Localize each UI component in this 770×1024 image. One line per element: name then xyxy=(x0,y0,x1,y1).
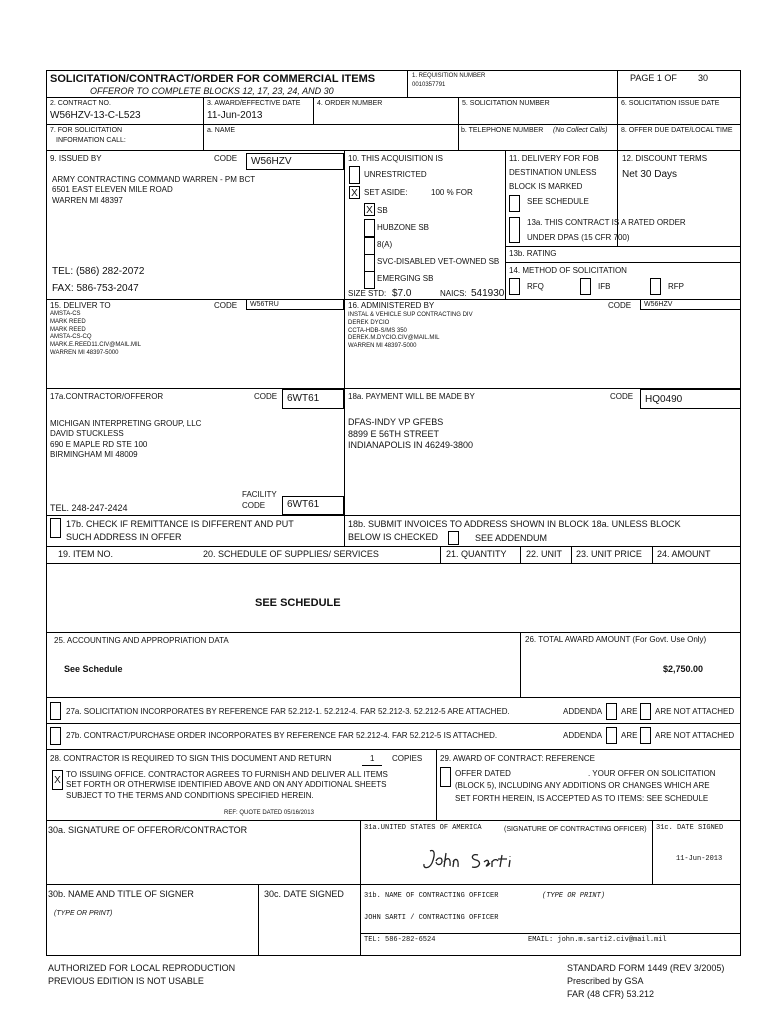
page-label: PAGE 1 OF xyxy=(630,73,677,83)
administered-by-code-label: CODE xyxy=(608,301,632,310)
col-unit: 22. UNIT xyxy=(526,549,563,559)
rfq-label: RFQ xyxy=(527,282,544,291)
clause27b-are-not-checkbox[interactable] xyxy=(640,727,651,744)
administered-by-code: W56HZV xyxy=(644,301,673,308)
total-label: 26. TOTAL AWARD AMOUNT (For Govt. Use Only) xyxy=(525,635,707,644)
sig30b-sub: (TYPE OR PRINT) xyxy=(54,910,113,917)
delivery-line3: BLOCK IS MARKED xyxy=(509,182,583,191)
accounting-value: See Schedule xyxy=(64,664,123,674)
administered-by-label: 16. ADMINISTERED BY xyxy=(348,301,435,310)
eighta-checkbox[interactable] xyxy=(364,237,375,255)
see-schedule-text: SEE SCHEDULE xyxy=(255,597,341,609)
deliver-to-code-label: CODE xyxy=(214,301,238,310)
see-schedule-label: SEE SCHEDULE xyxy=(527,197,589,206)
rating-label: 13b. RATING xyxy=(509,249,557,258)
issue-date-label: 6. SOLICITATION ISSUE DATE xyxy=(621,100,720,107)
page-total: 30 xyxy=(698,73,709,83)
clause27a-are-checkbox[interactable] xyxy=(606,703,617,720)
remittance-line1: 17b. CHECK IF REMITTANCE IS DIFFERENT AND PUT xyxy=(66,519,294,529)
acquisition-label: 10. THIS ACQUISITION IS xyxy=(348,154,443,163)
rated-label: 13a. THIS CONTRACT IS A RATED ORDER xyxy=(527,218,686,227)
sig31b-tel: TEL: 586-282-6524 xyxy=(364,936,436,944)
block28-text: TO ISSUING OFFICE. CONTRACTOR AGREES TO FURNISH AND DELIVER ALL ITEMS SET FORTH OR OTHERWISE IDENTIFIED ABOVE AND ON ANY ADDITIONAL SHEETS SUBJECT TO THE TERMS AND CONDITIONS SPECIFIED HEREIN. xyxy=(66,770,388,800)
clause27a-text: 27a. SOLICITATION INCORPORATES BY REFERENCE FAR 52.212-1. 52.212-4. FAR 52.212-3. 52.212-5 ARE ATTACHED. xyxy=(66,707,510,716)
issued-by-label: 9. ISSUED BY xyxy=(50,154,102,163)
sig31a-label: 31a.UNITED STATES OF AMERICA xyxy=(364,824,482,832)
svc-label: SVC-DISABLED VET-OWNED SB xyxy=(377,257,500,266)
facility-code: 6WT61 xyxy=(287,499,320,510)
rated-checkbox[interactable] xyxy=(509,217,520,243)
footer-right3: FAR (48 CFR) 53.212 xyxy=(567,989,655,999)
total-value: $2,750.00 xyxy=(663,664,704,674)
deliver-to-code: W56TRU xyxy=(250,301,279,308)
deliver-to-label: 15. DELIVER TO xyxy=(50,301,111,310)
clause27a-checkbox[interactable] xyxy=(50,702,61,720)
block28-label: 28. CONTRACTOR IS REQUIRED TO SIGN THIS DOCUMENT AND RETURN xyxy=(50,754,332,763)
clause27b-text: 27b. CONTRACT/PURCHASE ORDER INCORPORATES BY REFERENCE FAR 52.212-4. FAR 52.212-5 IS ATTACHED. xyxy=(66,731,498,740)
clause27b-checkbox[interactable] xyxy=(50,727,61,745)
contractor-code-label: CODE xyxy=(254,392,278,401)
hubzone-checkbox[interactable] xyxy=(364,219,375,237)
sig31c-date: 11-Jun-2013 xyxy=(676,855,723,863)
sig31a-sub: (SIGNATURE OF CONTRACTING OFFICER) xyxy=(504,826,647,833)
contractor-tel: TEL. 248-247-2424 xyxy=(50,503,128,513)
hubzone-label: HUBZONE SB xyxy=(377,223,430,232)
rated-line2: UNDER DPAS (15 CFR 700) xyxy=(527,233,630,242)
set-aside-percent: 100 % FOR xyxy=(431,188,473,197)
clause27b-are-checkbox[interactable] xyxy=(606,727,617,744)
footer-right1: STANDARD FORM 1449 (REV 3/2005) xyxy=(567,963,725,973)
sig31b-label: 31b. NAME OF CONTRACTING OFFICER xyxy=(364,892,499,900)
block28-ref: REF: QUOTE DATED 05/16/2013 xyxy=(224,810,314,816)
requisition-value: 0010357791 xyxy=(412,82,446,88)
emerging-label: EMERGING SB xyxy=(377,274,434,283)
issued-by-tel: (586) 282-2072 xyxy=(76,266,145,277)
col-unit-price: 23. UNIT PRICE xyxy=(576,549,642,559)
contractor-address: MICHIGAN INTERPRETING GROUP, LLC DAVID STUCKLESS 690 E MAPLE RD STE 100 BIRMINGHAM MI 48009 xyxy=(50,419,202,460)
see-schedule-checkbox[interactable] xyxy=(509,195,520,212)
payment-code: HQ0490 xyxy=(645,394,683,405)
block29-offer-dated: OFFER DATED xyxy=(455,769,511,778)
discount-label: 12. DISCOUNT TERMS xyxy=(622,154,708,163)
size-std-value: $7.0 xyxy=(392,288,412,299)
emerging-checkbox[interactable] xyxy=(364,271,375,289)
sig30c-label: 30c. DATE SIGNED xyxy=(264,889,344,899)
invoices-line1: 18b. SUBMIT INVOICES TO ADDRESS SHOWN IN BLOCK 18a. UNLESS BLOCK xyxy=(348,519,681,529)
size-std-label: SIZE STD: xyxy=(348,289,387,298)
order-number-label: 4. ORDER NUMBER xyxy=(317,100,383,107)
footer-left1: AUTHORIZED FOR LOCAL REPRODUCTION xyxy=(48,963,236,973)
remittance-checkbox[interactable] xyxy=(50,518,61,538)
rfp-label: RFP xyxy=(668,282,684,291)
col-item-no: 19. ITEM NO. xyxy=(58,549,114,559)
requisition-label: 1. REQUISITION NUMBER xyxy=(412,73,486,79)
col-amount: 24. AMOUNT xyxy=(657,549,711,559)
info-call-no-collect: (No Collect Calls) xyxy=(553,127,608,134)
delivery-line2: DESTINATION UNLESS xyxy=(509,168,597,177)
naics-value: 541930 xyxy=(471,288,505,299)
offeror-note: OFFEROR TO COMPLETE BLOCKS 12, 17, 23, 24, AND 30 xyxy=(90,86,334,96)
block29-line3: SET FORTH HEREIN, IS ACCEPTED AS TO ITEMS: SEE SCHEDULE xyxy=(455,794,709,803)
contractor-code: 6WT61 xyxy=(287,393,320,404)
naics-label: NAICS: xyxy=(440,289,467,298)
clause27a-are-not-checkbox[interactable] xyxy=(640,703,651,720)
form-title: SOLICITATION/CONTRACT/ORDER FOR COMMERCIAL ITEMS xyxy=(50,73,376,85)
remittance-line2: SUCH ADDRESS IN OFFER xyxy=(66,532,182,542)
rfp-checkbox[interactable] xyxy=(650,278,661,295)
issued-by-code: W56HZV xyxy=(251,156,292,167)
sb-checkbox[interactable]: X xyxy=(364,203,375,216)
contractor-label: 17a.CONTRACTOR/OFFEROR xyxy=(50,392,164,401)
unrestricted-checkbox[interactable] xyxy=(349,166,360,184)
solicitation-number-label: 5. SOLICITATION NUMBER xyxy=(462,100,550,107)
block28-copies-label: COPIES xyxy=(392,754,423,763)
svc-checkbox[interactable] xyxy=(364,254,375,272)
award-date-value: 11-Jun-2013 xyxy=(207,110,263,121)
col-quantity: 21. QUANTITY xyxy=(446,549,507,559)
footer-left2: PREVIOUS EDITION IS NOT USABLE xyxy=(48,976,204,986)
administered-by-address: INSTAL & VEHICLE SUP CONTRACTING DIV DEREK DYCIO CCTA-HDB-S/MS 350 DEREK.M.DYCIO.CIV@MAIL.MIL WARREN MI 48397-5000 xyxy=(348,312,473,350)
payment-label: 18a. PAYMENT WILL BE MADE BY xyxy=(348,392,475,401)
block28-copies: 1 xyxy=(370,754,375,763)
contracting-officer-signature xyxy=(420,845,540,877)
block29-your-offer: . YOUR OFFER ON SOLICITATION xyxy=(588,769,716,778)
sig30b-label: 30b. NAME AND TITLE OF SIGNER xyxy=(48,889,194,899)
info-call-telephone: b. TELEPHONE NUMBER xyxy=(461,127,544,134)
deliver-to-address: AMSTA-CS MARK REED MARK REED AMSTA-CS-CQ MARK.E.REED11.CIV@MAIL.MIL WARREN MI 48397-5000 xyxy=(50,311,142,356)
clause27b-are: ARE xyxy=(621,731,638,740)
issued-by-fax: FAX: 586-753-2047 xyxy=(52,283,139,294)
facility-label: FACILITY xyxy=(242,490,277,499)
ifb-label: IFB xyxy=(598,282,611,291)
eighta-label: 8(A) xyxy=(377,240,393,249)
set-aside-checkbox[interactable]: X xyxy=(349,186,360,199)
unrestricted-label: UNRESTRICTED xyxy=(364,170,427,179)
sig30a-label: 30a. SIGNATURE OF OFFEROR/CONTRACTOR xyxy=(48,825,248,835)
block29-checkbox[interactable] xyxy=(440,767,451,787)
clause27a-are: ARE xyxy=(621,707,638,716)
clause27b-addenda: ADDENDA xyxy=(563,731,603,740)
method-label: 14. METHOD OF SOLICITATION xyxy=(509,266,627,275)
issued-by-code-label: CODE xyxy=(214,154,238,163)
info-call-label: 7. FOR SOLICITATION xyxy=(50,127,123,134)
block29-label: 29. AWARD OF CONTRACT: REFERENCE xyxy=(440,754,595,763)
contract-no-label: 2. CONTRACT NO. xyxy=(50,100,111,107)
sig31b-email: EMAIL: john.m.sarti2.civ@mail.mil xyxy=(528,936,667,944)
footer-right2: Prescribed by GSA xyxy=(567,976,644,986)
info-call-label2: INFORMATION CALL: xyxy=(56,137,126,144)
accounting-label: 25. ACCOUNTING AND APPROPRIATION DATA xyxy=(54,636,229,645)
info-call-name: a. NAME xyxy=(207,127,236,134)
block28-checkbox[interactable]: X xyxy=(52,770,63,790)
sb-label: SB xyxy=(377,206,388,215)
invoices-line2: BELOW IS CHECKED xyxy=(348,532,439,542)
ifb-checkbox[interactable] xyxy=(580,278,591,295)
addendum-checkbox[interactable] xyxy=(448,531,459,545)
rfq-checkbox[interactable] xyxy=(509,278,520,295)
issued-by-tel-label: TEL: xyxy=(52,266,74,277)
sig31c-label: 31c. DATE SIGNED xyxy=(656,824,724,832)
sig31b-sub: (TYPE OR PRINT) xyxy=(542,892,606,900)
clause27a-are-not: ARE NOT ATTACHED xyxy=(655,707,735,716)
set-aside-label: SET ASIDE: xyxy=(364,188,408,197)
discount-value: Net 30 Days xyxy=(622,169,678,180)
facility-code-label: CODE xyxy=(242,501,266,510)
col-schedule: 20. SCHEDULE OF SUPPLIES/ SERVICES xyxy=(203,549,379,559)
clause27a-addenda: ADDENDA xyxy=(563,707,603,716)
award-date-label: 3. AWARD/EFFECTIVE DATE xyxy=(207,100,301,107)
payment-code-label: CODE xyxy=(610,392,634,401)
offer-due-label: 8. OFFER DUE DATE/LOCAL TIME xyxy=(621,127,733,134)
addendum-label: SEE ADDENDUM xyxy=(475,533,548,543)
clause27b-are-not: ARE NOT ATTACHED xyxy=(655,731,735,740)
payment-address: DFAS-INDY VP GFEBS 8899 E 56TH STREET INDIANAPOLIS IN 46249-3800 xyxy=(348,417,474,451)
sig31b-name: JOHN SARTI / CONTRACTING OFFICER xyxy=(364,914,499,922)
issued-by-address: ARMY CONTRACTING COMMAND WARREN - PM BCT 6501 EAST ELEVEN MILE ROAD WARREN MI 48397 xyxy=(52,175,256,205)
contract-no-value: W56HZV-13-C-L523 xyxy=(50,110,141,121)
block29-line2: (BLOCK 5), INCLUDING ANY ADDITIONS OR CHANGES WHICH ARE xyxy=(455,781,710,790)
delivery-label: 11. DELIVERY FOR FOB xyxy=(509,154,599,163)
